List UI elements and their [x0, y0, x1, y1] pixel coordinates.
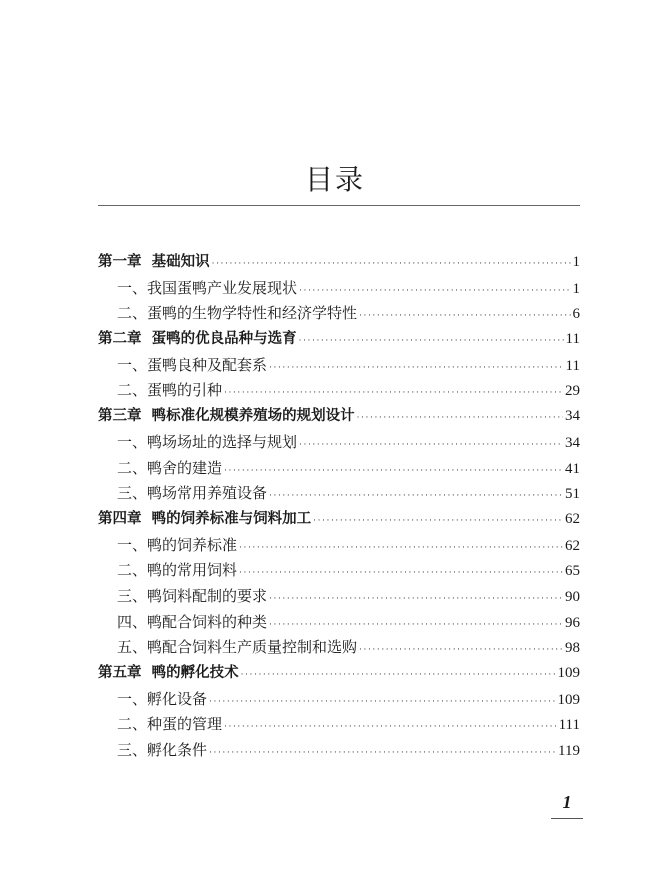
- toc-entry-page: 6: [572, 306, 580, 323]
- toc-entry-page: 109: [557, 691, 580, 708]
- toc-entry-title: 种蛋的管理: [147, 715, 223, 734]
- toc-entry-number: 三、: [117, 741, 148, 760]
- dot-leader: [224, 715, 557, 741]
- toc-entry-number: 第二章: [98, 331, 152, 348]
- toc-entry-number: 三、: [117, 586, 148, 605]
- toc-chapter-entry[interactable]: [98, 327, 580, 353]
- dot-leader: [239, 536, 563, 562]
- toc-section-entry[interactable]: [98, 584, 580, 610]
- dot-leader: [269, 587, 563, 613]
- toc-section-entry[interactable]: [98, 353, 580, 379]
- toc-entry-title: 鸭场场址的选择与规划: [147, 432, 298, 451]
- page-title: 目录: [304, 163, 365, 196]
- toc-entry-number: 二、: [117, 561, 148, 580]
- toc-chapter-entry[interactable]: [98, 507, 580, 533]
- toc-entry-title: 我国蛋鸭产业发展现状: [147, 278, 298, 297]
- toc-section-entry[interactable]: [98, 635, 580, 661]
- toc-entry-number: 第一章: [98, 254, 152, 270]
- toc-entry-title: 鸭的孵化技术: [151, 665, 239, 681]
- toc-entry-page: 111: [558, 717, 580, 734]
- toc-section-entry[interactable]: [98, 687, 580, 713]
- dot-leader: [241, 663, 556, 689]
- dot-leader: [299, 329, 564, 355]
- toc-entry-number: 五、: [117, 638, 148, 657]
- dot-leader: [224, 459, 563, 485]
- toc-entry-number: 二、: [117, 381, 148, 400]
- toc-entry-page: 1: [572, 254, 580, 270]
- toc-section-entry[interactable]: [98, 558, 580, 584]
- toc-entry-title: 鸭饲料配制的要求: [147, 586, 268, 605]
- toc-entry-title: 鸭的饲养标准与饲料加工: [151, 510, 312, 527]
- toc-entry-number: 一、: [117, 432, 148, 451]
- toc-entry-page: 41: [565, 460, 580, 477]
- toc-entry-number: 三、: [117, 484, 148, 503]
- toc-entry-page: 65: [565, 563, 580, 580]
- toc-section-entry[interactable]: [98, 481, 580, 507]
- toc-entry-number: 一、: [117, 535, 148, 554]
- toc-entry-page: 96: [565, 614, 580, 631]
- table-of-contents: [98, 250, 580, 764]
- toc-entry-page: 1: [572, 280, 580, 297]
- toc-section-entry[interactable]: [98, 610, 580, 636]
- toc-chapter-entry[interactable]: [98, 404, 580, 430]
- toc-section-entry[interactable]: [98, 301, 580, 327]
- title-divider: [98, 205, 580, 206]
- toc-section-entry[interactable]: [98, 430, 580, 456]
- dot-leader: [269, 484, 563, 510]
- dot-leader: [299, 433, 563, 459]
- toc-entry-page: 119: [558, 743, 580, 760]
- toc-entry-page: 34: [565, 408, 580, 425]
- toc-entry-title: 鸭的常用饲料: [147, 561, 238, 580]
- dot-leader: [359, 638, 563, 664]
- toc-section-entry[interactable]: [98, 276, 580, 302]
- dot-leader: [359, 304, 570, 330]
- toc-entry-page: 11: [565, 357, 580, 374]
- toc-entry-number: 四、: [117, 612, 148, 631]
- dot-leader: [239, 561, 563, 587]
- toc-entry-page: 11: [565, 331, 580, 348]
- toc-entry-page: 98: [565, 640, 580, 657]
- toc-section-entry[interactable]: [98, 456, 580, 482]
- toc-section-entry[interactable]: [98, 712, 580, 738]
- toc-entry-page: 29: [565, 383, 580, 400]
- toc-entry-number: 第三章: [98, 408, 152, 425]
- toc-section-entry[interactable]: [98, 533, 580, 559]
- toc-entry-number: 一、: [117, 689, 148, 708]
- dot-leader: [212, 252, 571, 278]
- toc-entry-page: 90: [565, 588, 580, 605]
- toc-entry-title: 鸭配合饲料生产质量控制和选购: [147, 638, 358, 657]
- toc-chapter-entry[interactable]: [98, 661, 580, 687]
- dot-leader: [357, 406, 563, 432]
- toc-entry-page: 62: [565, 510, 580, 527]
- toc-entry-page: 51: [565, 486, 580, 503]
- toc-entry-title: 鸭配合饲料的种类: [147, 612, 268, 631]
- toc-section-entry[interactable]: [98, 738, 580, 764]
- toc-entry-title: 孵化设备: [147, 689, 208, 708]
- toc-entry-page: 62: [565, 537, 580, 554]
- toc-entry-number: 一、: [117, 355, 148, 374]
- toc-entry-title: 鸭场常用养殖设备: [147, 484, 268, 503]
- toc-entry-title: 鸭舍的建造: [147, 458, 223, 477]
- toc-entry-number: 第四章: [98, 510, 152, 527]
- toc-entry-title: 鸭标准化规模养殖场的规划设计: [151, 408, 355, 425]
- page-number-rule: [551, 818, 583, 819]
- toc-entry-title: 蛋鸭的优良品种与选育: [151, 331, 297, 348]
- toc-section-entry[interactable]: [98, 378, 580, 404]
- toc-entry-title: 孵化条件: [147, 741, 208, 760]
- toc-entry-title: 鸭的饲养标准: [147, 535, 238, 554]
- toc-entry-title: 蛋鸭的引种: [147, 381, 223, 400]
- toc-entry-title: 蛋鸭良种及配套系: [147, 355, 268, 374]
- toc-chapter-entry[interactable]: [98, 250, 580, 276]
- toc-entry-number: 二、: [117, 304, 148, 323]
- dot-leader: [209, 741, 556, 767]
- toc-entry-number: 二、: [117, 458, 148, 477]
- page-number: 1: [562, 792, 572, 812]
- toc-entry-title: 蛋鸭的生物学特性和经济学特性: [147, 304, 358, 323]
- toc-entry-page: 109: [557, 665, 580, 681]
- toc-entry-number: 第五章: [98, 665, 152, 681]
- toc-entry-page: 34: [565, 434, 580, 451]
- dot-leader: [269, 356, 564, 382]
- dot-leader: [313, 509, 563, 535]
- dot-leader: [209, 690, 555, 716]
- toc-entry-number: 一、: [117, 278, 148, 297]
- toc-entry-number: 二、: [117, 715, 148, 734]
- toc-entry-title: 基础知识: [151, 254, 210, 270]
